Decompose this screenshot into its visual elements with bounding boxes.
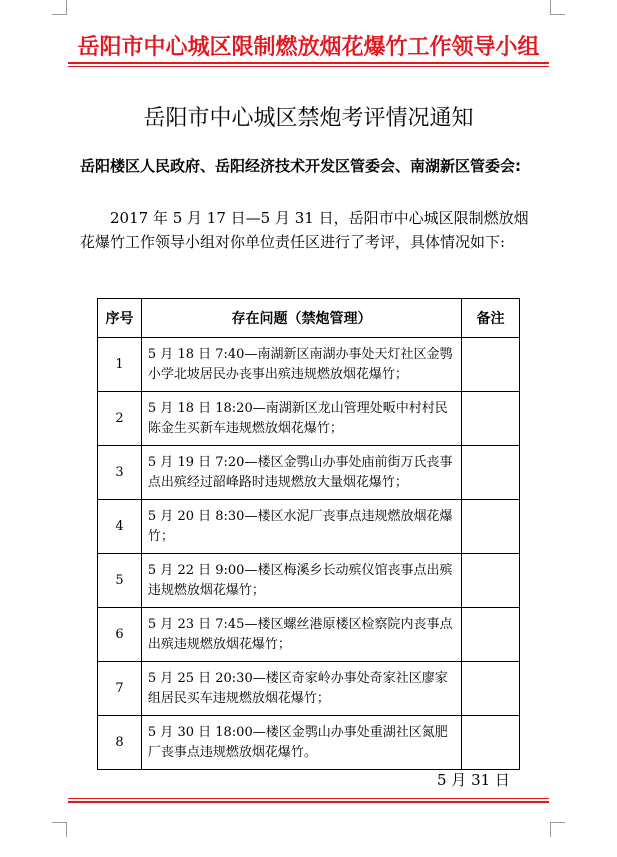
column-header-seq: 序号 <box>98 299 142 338</box>
column-header-issue: 存在问题（禁炮管理） <box>141 299 461 338</box>
row-seq: 7 <box>98 662 142 716</box>
row-issue: 5 月 19 日 7:20—楼区金鹗山办事处庙前街万氏丧事点出殡经过韶峰路时违规燃放大量烟花爆竹； <box>141 446 461 500</box>
row-seq: 8 <box>98 716 142 770</box>
row-seq: 6 <box>98 608 142 662</box>
recipients: 岳阳楼区人民政府、岳阳经济技术开发区管委会、南湖新区管委会: <box>80 157 522 175</box>
row-seq: 2 <box>98 392 142 446</box>
table-row <box>98 446 520 500</box>
table-row <box>98 392 520 446</box>
document-title: 岳阳市中心城区禁炮考评情况通知 <box>143 106 474 131</box>
row-note <box>462 338 520 392</box>
row-issue: 5 月 22 日 9:00—楼区梅溪乡长动殡仪馆丧事点出殡违规燃放烟花爆竹； <box>141 554 461 608</box>
row-seq: 5 <box>98 554 142 608</box>
row-note <box>462 446 520 500</box>
table-row <box>98 662 520 716</box>
row-issue: 5 月 25 日 20:30—楼区奇家岭办事处奇家社区廖家组居民买车违规燃放烟花爆竹； <box>141 662 461 716</box>
row-issue: 5 月 30 日 18:00—楼区金鹗山办事处重湖社区氮肥厂丧事点违规燃放烟花爆竹。 <box>141 716 461 770</box>
row-note <box>462 500 520 554</box>
row-seq: 1 <box>98 338 142 392</box>
row-issue: 5 月 23 日 7:45—楼区螺丝港原楼区检察院内丧事点出殡违规燃放烟花爆竹； <box>141 608 461 662</box>
corner-crop-mark <box>52 822 67 837</box>
corner-crop-mark <box>550 822 565 837</box>
table-row <box>98 716 520 770</box>
footer-rule-thin <box>68 798 549 799</box>
letterhead-rule-thin <box>68 66 549 67</box>
row-note <box>462 716 520 770</box>
body-paragraph: 2017 年 5 月 17 日—5 月 31 日，岳阳市中心城区限制燃放烟花爆竹工作领导小组对你单位责任区进行了考评，具体情况如下: <box>80 209 529 251</box>
row-note <box>462 608 520 662</box>
table-row <box>98 554 520 608</box>
row-issue: 5 月 20 日 8:30—楼区水泥厂丧事点违规燃放烟花爆竹； <box>141 500 461 554</box>
column-header-note: 备注 <box>462 299 520 338</box>
issues-table <box>97 298 520 770</box>
row-note <box>462 662 520 716</box>
table-row <box>98 608 520 662</box>
table-header-row <box>98 299 520 338</box>
row-note <box>462 554 520 608</box>
table-row <box>98 338 520 392</box>
row-issue: 5 月 18 日 7:40—南湖新区南湖办事处天灯社区金鹗小学北坡居民办丧事出殡违规燃放烟花爆竹； <box>141 338 461 392</box>
letterhead-rule-thick <box>68 62 549 64</box>
row-note <box>462 392 520 446</box>
row-seq: 4 <box>98 500 142 554</box>
row-issue: 5 月 18 日 18:20—南湖新区龙山管理处畈中村村民陈金生买新车违规燃放烟花爆竹； <box>141 392 461 446</box>
footer-rule-thick <box>68 801 549 803</box>
table-row <box>98 500 520 554</box>
letterhead-title: 岳阳市中心城区限制燃放烟花爆竹工作领导小组 <box>77 35 540 60</box>
document-date: 5 月 31 日 <box>437 771 510 789</box>
corner-crop-mark <box>550 0 565 15</box>
row-seq: 3 <box>98 446 142 500</box>
corner-crop-mark <box>52 0 67 15</box>
